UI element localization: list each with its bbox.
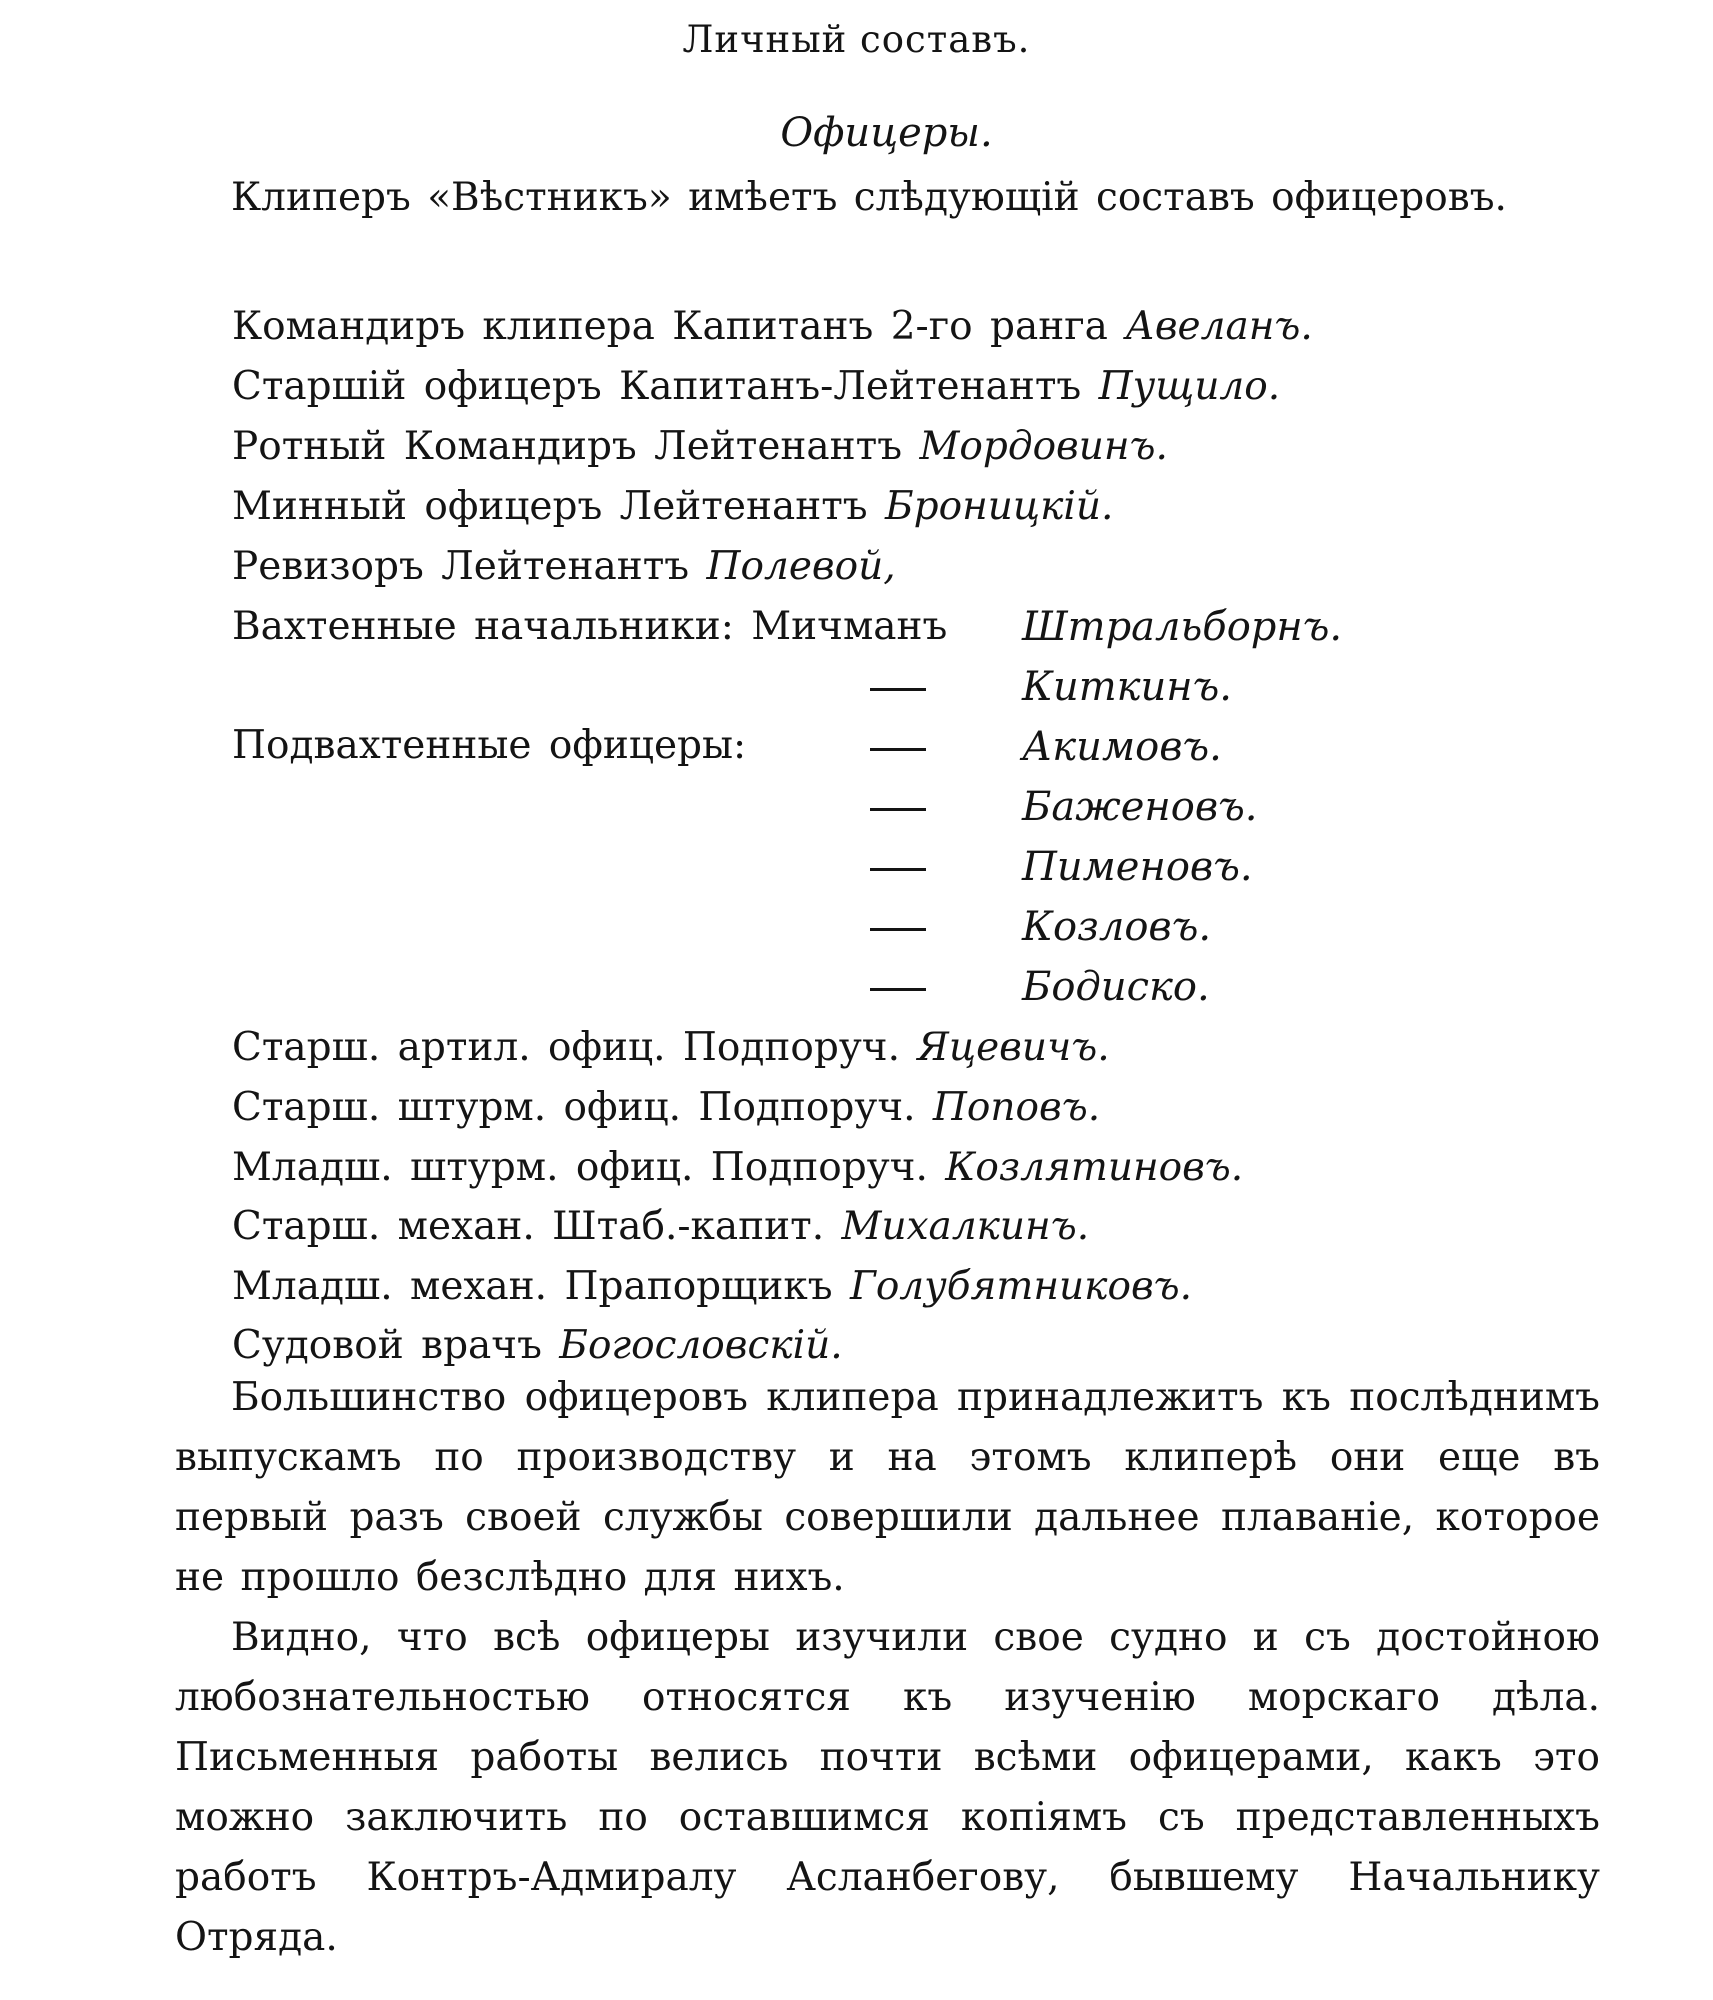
roster-name: Яцевичъ. bbox=[917, 1025, 1110, 1070]
roster-row bbox=[232, 477, 1113, 537]
roster-row bbox=[232, 417, 1168, 477]
subwatch-officer-name: Бодиско. bbox=[1022, 964, 1210, 1010]
roster-row bbox=[232, 357, 1280, 417]
roster-row bbox=[232, 1078, 1100, 1138]
roster-role: Минный офицеръ Лейтенантъ bbox=[232, 484, 868, 529]
roster-name: Броницкій. bbox=[885, 484, 1114, 529]
subwatch-officer-name: Баженовъ. bbox=[1022, 784, 1258, 830]
roster-name: Михалкинъ. bbox=[841, 1204, 1090, 1249]
roster-name: Полевой, bbox=[706, 544, 896, 589]
roster-name: Козлятиновъ. bbox=[945, 1145, 1244, 1190]
roster-role: Ревизоръ Лейтенантъ bbox=[232, 544, 690, 589]
ditto-dash bbox=[870, 988, 926, 991]
roster-row bbox=[232, 1138, 1243, 1198]
ditto-dash bbox=[870, 808, 926, 811]
subwatch-officer-name: Козловъ. bbox=[1022, 904, 1212, 950]
body-paragraph-2: Видно, что всѣ офицеры изучили свое судно и съ достойною любознательностью относятся къ изученію морскаго дѣла. Письменныя работы велись почти всѣми офицерами, какъ это можно заключить по оставшимся копіямъ съ представленныхъ работъ Контръ-Адмиралу Асланбегову, бывшему Начальнику Отряда. bbox=[175, 1615, 1600, 1960]
ditto-dash bbox=[870, 928, 926, 931]
section-title: Офицеры. bbox=[780, 110, 993, 156]
roster-row bbox=[232, 1257, 1192, 1317]
body-paragraph-1: Большинство офицеровъ клипера принадлежитъ къ послѣднимъ выпускамъ по производству и на этомъ клиперѣ они еще въ первый разъ своей службы совершили дальнее плаваніе, которое не прошло безслѣдно для нихъ. bbox=[175, 1375, 1600, 1600]
roster-name: Авеланъ. bbox=[1125, 304, 1313, 349]
subwatch-officer-name: Акимовъ. bbox=[1022, 724, 1222, 770]
roster-row bbox=[232, 297, 1313, 357]
roster-name: Голубятниковъ. bbox=[850, 1264, 1193, 1309]
roster-row bbox=[232, 1197, 1089, 1257]
roster-role: Старш. механ. Штаб.-капит. bbox=[232, 1204, 825, 1249]
roster-role: Ротный Командиръ Лейтенантъ bbox=[232, 424, 903, 469]
roster-role: Младш. штурм. офиц. Подпоруч. bbox=[232, 1145, 928, 1190]
ditto-dash bbox=[870, 868, 926, 871]
roster-name: Богословскій. bbox=[559, 1323, 843, 1368]
roster-role: Младш. механ. Прапорщикъ bbox=[232, 1264, 833, 1309]
page-title: Личный составъ. bbox=[682, 18, 1031, 61]
ditto-dash bbox=[870, 688, 926, 691]
subwatch-officer-name: Пименовъ. bbox=[1022, 844, 1253, 890]
roster-role: Старш. артил. офиц. Подпоруч. bbox=[232, 1025, 900, 1070]
roster-role: Старшій офицеръ Капитанъ-Лейтенантъ bbox=[232, 364, 1082, 409]
roster-name: Пущило. bbox=[1098, 364, 1281, 409]
watch-officer-name: Киткинъ. bbox=[1022, 664, 1233, 710]
ditto-dash bbox=[870, 748, 926, 751]
roster-name: Мордовинъ. bbox=[919, 424, 1168, 469]
roster-role: Судовой врачъ bbox=[232, 1323, 542, 1368]
subwatch-officers-label: Подвахтенные офицеры: bbox=[232, 723, 747, 768]
roster-row bbox=[232, 1316, 843, 1376]
watch-officer-name: Штральборнъ. bbox=[1022, 604, 1343, 650]
intro-paragraph: Клиперъ «Вѣстникъ» имѣетъ слѣдующій составъ офицеровъ. bbox=[231, 175, 1507, 220]
roster-role: Командиръ клипера Капитанъ 2-го ранга bbox=[232, 304, 1108, 349]
roster-name: Поповъ. bbox=[932, 1085, 1101, 1130]
roster-role: Старш. штурм. офиц. Подпоруч. bbox=[232, 1085, 916, 1130]
roster-row bbox=[232, 1018, 1110, 1078]
watch-officers-label: Вахтенные начальники: Мичманъ bbox=[232, 604, 948, 649]
roster-row bbox=[232, 537, 896, 597]
